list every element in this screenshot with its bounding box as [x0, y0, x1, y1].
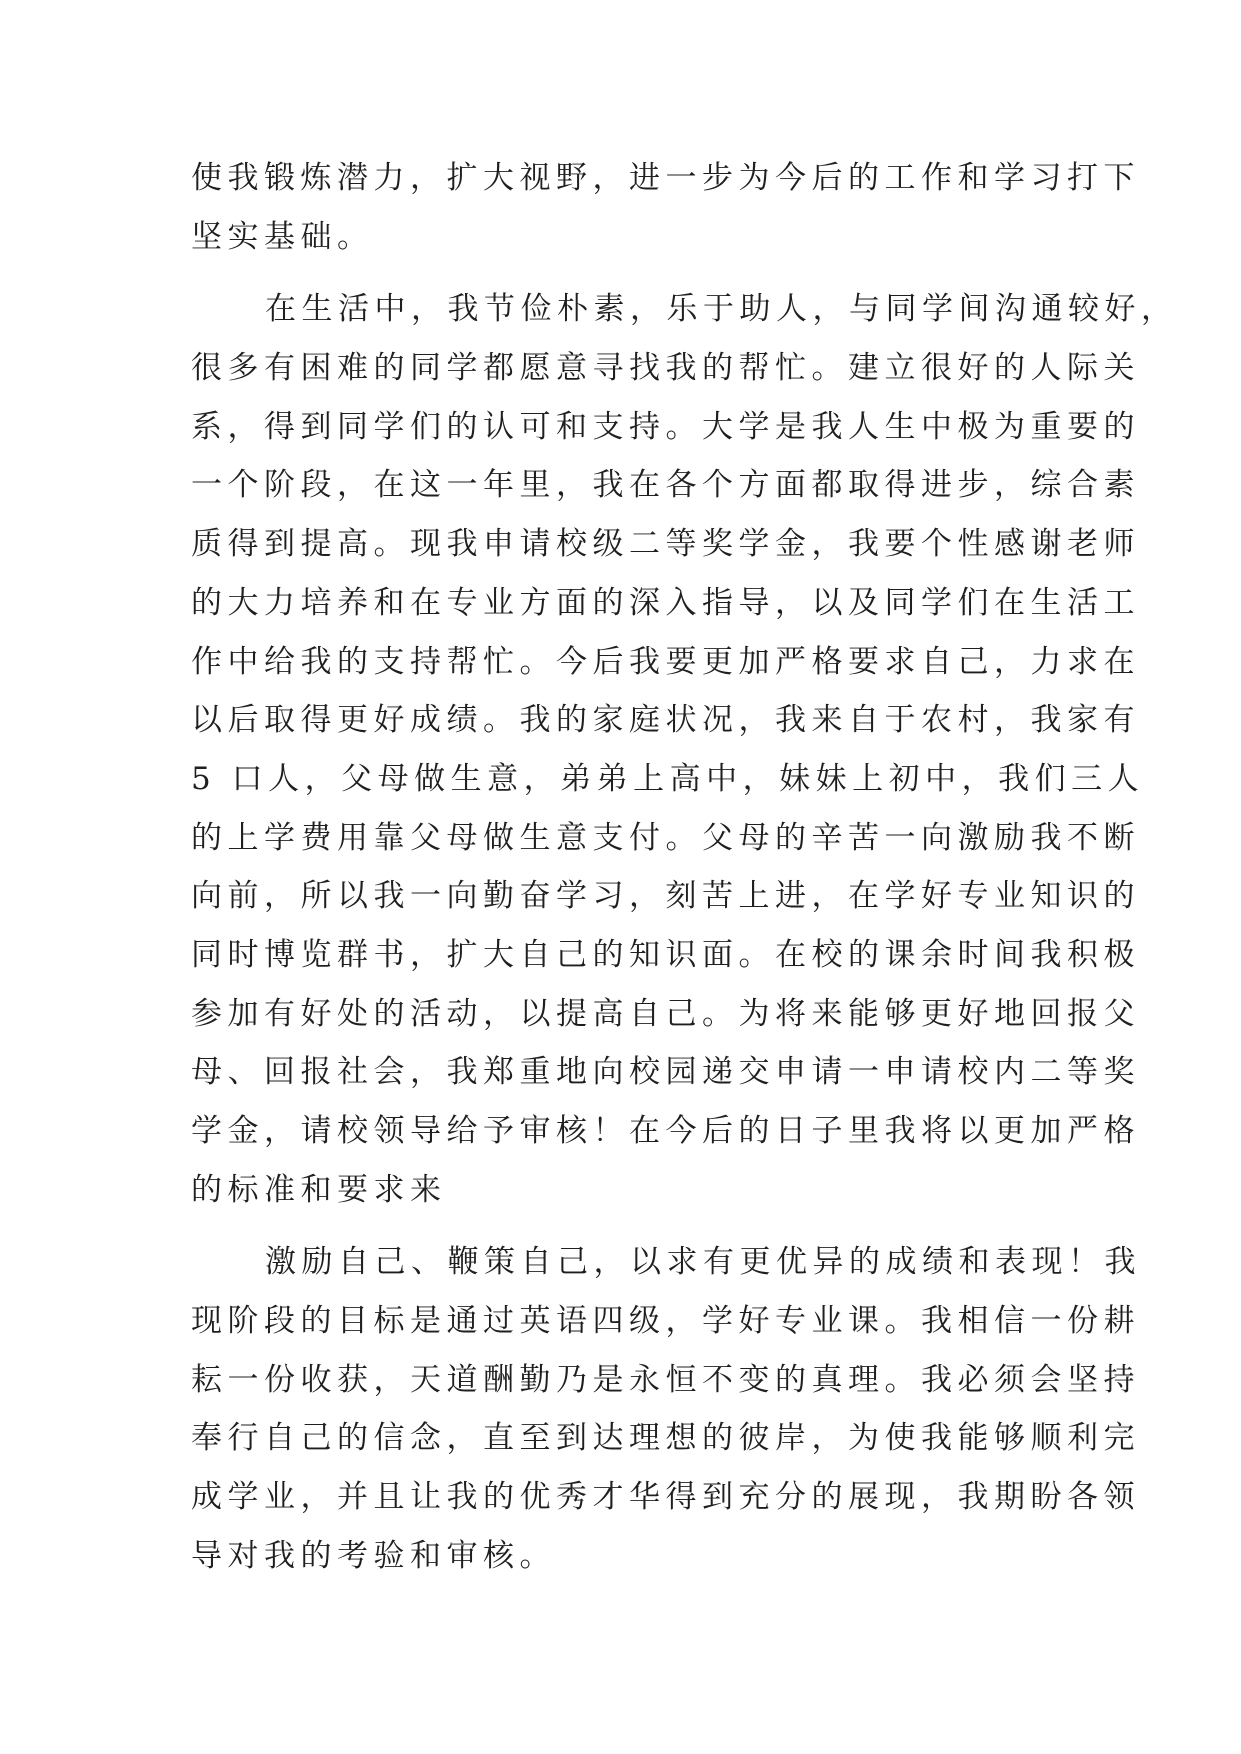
text-line: 一个阶段，在这一年里，我在各个方面都取得进步，综合素 — [191, 467, 1140, 504]
text-line: 质得到提高。现我申请校级二等奖学金，我要个性感谢老师 — [191, 526, 1140, 563]
document-body — [191, 149, 1178, 1586]
text-line: 导对我的考验和审核。 — [191, 1537, 556, 1574]
paragraph — [191, 1233, 1141, 1585]
text-line: 的标准和要求来 — [191, 1171, 447, 1208]
text-line: 的大力培养和在专业方面的深入指导，以及同学们在生活工 — [191, 584, 1140, 621]
text-line: 以后取得更好成绩。我的家庭状况，我来自于农村，我家有 — [191, 702, 1140, 739]
text-line: 5 口人，父母做生意，弟弟上高中，妹妹上初中，我们三人 — [191, 760, 1145, 797]
text-line: 同时博览群书，扩大自己的知识面。在校的课余时间我积极 — [191, 936, 1140, 973]
text-line: 很多有困难的同学都愿意寻找我的帮忙。建立很好的人际关 — [191, 350, 1140, 387]
text-line: 使我锻炼潜力，扩大视野，进一步为今后的工作和学习打下 — [191, 160, 1140, 196]
text-line: 成学业，并且让我的优秀才华得到充分的展现，我期盼各领 — [191, 1479, 1140, 1516]
text-line: 坚实基础。 — [191, 218, 374, 255]
text-line: 耘一份收获，天道酬勤乃是永恒不变的真理。我必须会坚持 — [191, 1361, 1140, 1398]
text-line: 作中给我的支持帮忙。今后我要更加严格要求自己，力求在 — [191, 643, 1140, 680]
text-line: 系，得到同学们的认可和支持。大学是我人生中极为重要的 — [191, 408, 1140, 445]
text-line: 奉行自己的信念，直至到达理想的彼岸，为使我能够顺利完 — [191, 1420, 1140, 1457]
text-line: 现阶段的目标是通过英语四级，学好专业课。我相信一份耕 — [191, 1303, 1140, 1340]
text-line: 母、回报社会，我郑重地向校园递交申请一申请校内二等奖 — [191, 1054, 1140, 1091]
text-line: 参加有好处的活动，以提高自己。为将来能够更好地回报父 — [191, 995, 1140, 1032]
text-line: 向前，所以我一向勤奋学习，刻苦上进，在学好专业知识的 — [191, 878, 1140, 915]
text-line: 的上学费用靠父母做生意支付。父母的辛苦一向激励我不断 — [191, 819, 1140, 856]
paragraph — [191, 280, 1178, 1219]
text-line: 学金，请校领导给予审核！在今后的日子里我将以更加严格 — [191, 1113, 1140, 1149]
paragraph — [191, 149, 1140, 266]
text-line: 激励自己、鞭策自己，以求有更优异的成绩和表现！我 — [265, 1244, 1141, 1281]
text-line: 在生活中，我节俭朴素，乐于助人，与同学间沟通较好， — [265, 291, 1178, 328]
